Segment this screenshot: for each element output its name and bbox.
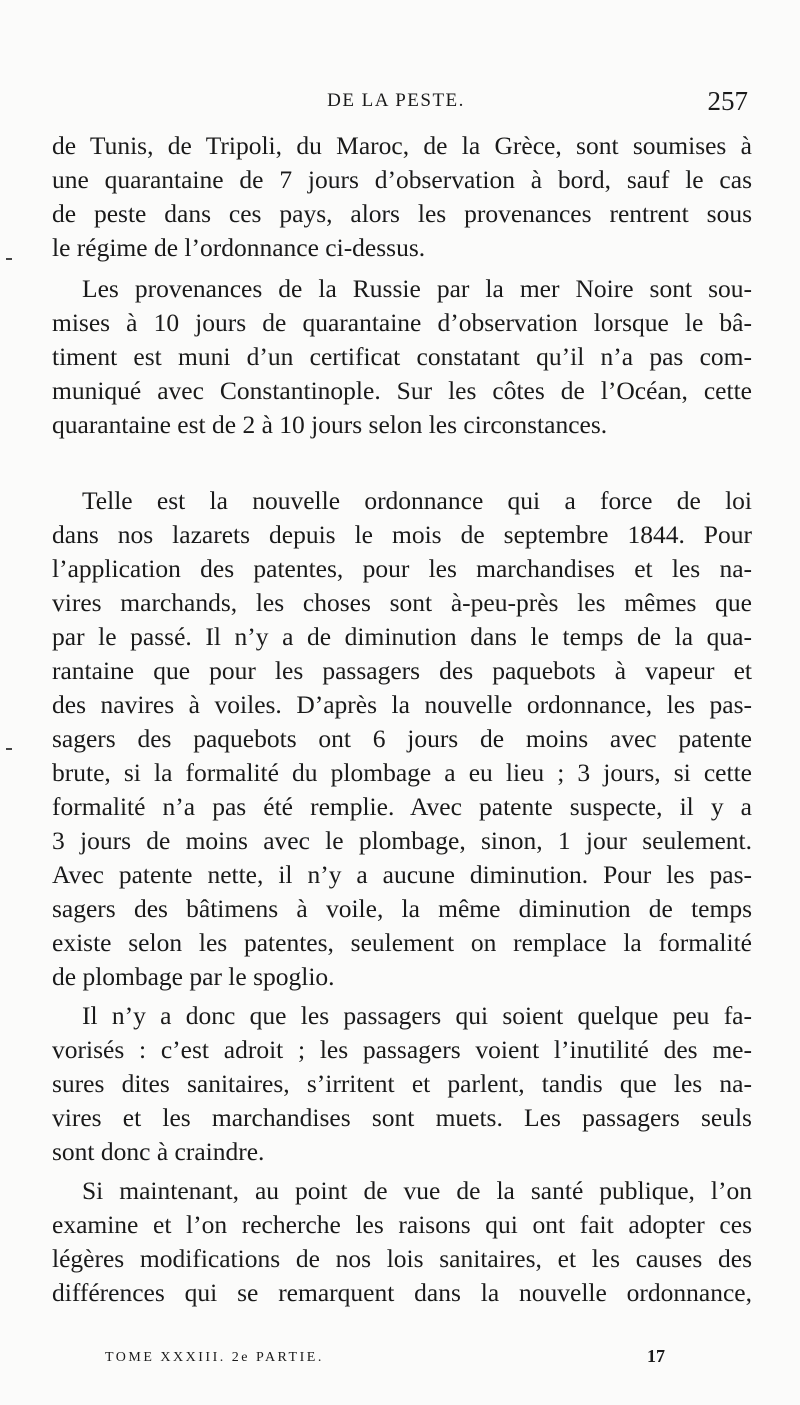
- text-line: sagers des bâtimens à voile, la même diminution de temps: [52, 894, 752, 923]
- running-title: DE LA PESTE.: [327, 90, 465, 111]
- margin-mark: [6, 258, 12, 260]
- text-line: rantaine que pour les passagers des paquebots à vapeur et: [52, 656, 752, 685]
- text-line: sures dites sanitaires, s’irritent et parlent, tandis que les na-: [52, 1069, 752, 1098]
- signature-line: TOME XXXIII. 2e PARTIE.: [105, 1350, 324, 1365]
- text-line: dans nos lazarets depuis le mois de septembre 1844. Pour: [52, 520, 752, 549]
- text-line: vires marchands, les choses sont à-peu-près les mêmes que: [52, 588, 752, 617]
- text-line: différences qui se remarquent dans la nouvelle ordonnance,: [52, 1278, 752, 1307]
- text-line: de peste dans ces pays, alors les provenances rentrent sous: [52, 199, 752, 228]
- text-line: le régime de l’ordonnance ci-dessus.: [52, 233, 426, 262]
- margin-mark: [6, 748, 12, 750]
- page-header: [52, 86, 748, 122]
- text-line: une quarantaine de 7 jours d’observation à bord, sauf le cas: [52, 165, 752, 194]
- text-line: légères modifications de nos lois sanitaires, et les causes des: [52, 1244, 752, 1273]
- text-line: sont donc à craindre.: [52, 1137, 265, 1166]
- text-line: muniqué avec Constantinople. Sur les côtes de l’Océan, cette: [52, 376, 752, 405]
- text-line: de plombage par le spoglio.: [52, 962, 335, 991]
- text-line: examine et l’on recherche les raisons qui ont fait adopter ces: [52, 1210, 752, 1239]
- text-line: Il n’y a donc que les passagers qui soient quelque peu fa-: [82, 1001, 752, 1030]
- text-line: vires et les marchandises sont muets. Les passagers seuls: [52, 1103, 752, 1132]
- text-line: vorisés : c’est adroit ; les passagers voient l’inutilité des me-: [52, 1035, 752, 1064]
- page-footer: [105, 1346, 665, 1374]
- text-line: mises à 10 jours de quarantaine d’observation lorsque le bâ-: [52, 308, 752, 337]
- text-line: Les provenances de la Russie par la mer Noire sont sou-: [82, 274, 752, 303]
- text-line: 3 jours de moins avec le plombage, sinon, 1 jour seulement.: [52, 826, 752, 855]
- text-line: des navires à voiles. D’après la nouvelle ordonnance, les pas-: [52, 690, 752, 719]
- text-line: par le passé. Il n’y a de diminution dans le temps de la qua-: [52, 622, 752, 651]
- text-line: sagers des paquebots ont 6 jours de moins avec patente: [52, 724, 752, 753]
- text-line: existe selon les patentes, seulement on remplace la formalité: [52, 928, 752, 957]
- text-line: Telle est la nouvelle ordonnance qui a force de loi: [82, 486, 752, 515]
- text-line: quarantaine est de 2 à 10 jours selon les circonstances.: [52, 410, 608, 439]
- text-line: Si maintenant, au point de vue de la santé publique, l’on: [82, 1176, 752, 1205]
- text-line: l’application des patentes, pour les marchandises et les na-: [52, 554, 752, 583]
- text-line: de Tunis, de Tripoli, du Maroc, de la Grèce, sont soumises à: [52, 131, 752, 160]
- text-line: brute, si la formalité du plombage a eu lieu ; 3 jours, si cette: [52, 758, 752, 787]
- text-line: timent est muni d’un certificat constatant qu’il n’a pas com-: [52, 342, 752, 371]
- text-line: Avec patente nette, il n’y a aucune diminution. Pour les pas-: [52, 860, 752, 889]
- sheet-mark: 17: [647, 1346, 665, 1366]
- page-number: 257: [707, 86, 748, 116]
- text-line: formalité n’a pas été remplie. Avec patente suspecte, il y a: [52, 792, 752, 821]
